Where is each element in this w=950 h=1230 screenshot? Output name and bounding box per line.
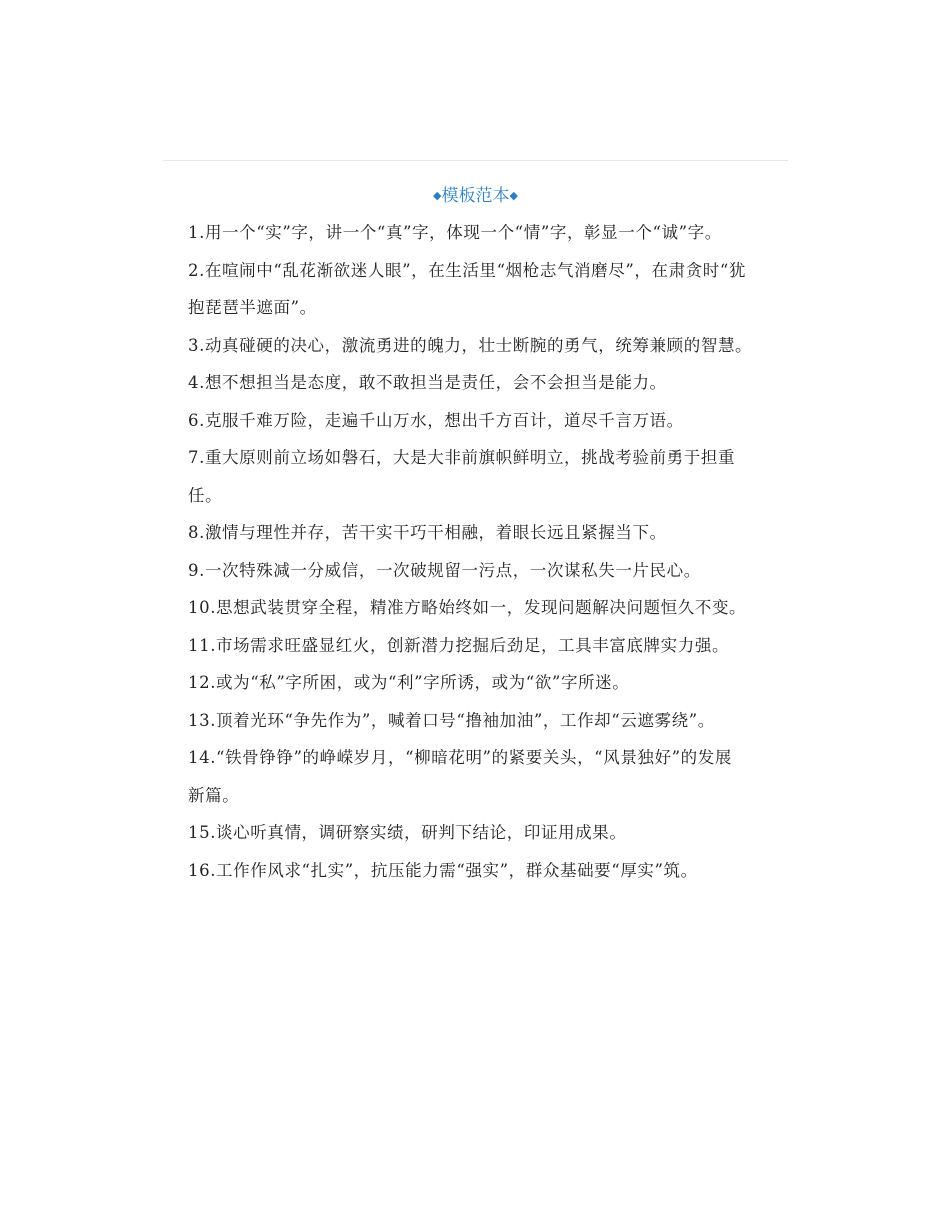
diamond-right-icon: ◆	[509, 189, 518, 202]
list-item: 9.一次特殊减一分威信，一次破规留一污点，一次谋私失一片民心。	[188, 560, 701, 580]
section-heading	[163, 184, 788, 208]
list-item: 6.克服千难万险，走遍千山万水，想出千方百计，道尽千言万语。	[188, 410, 684, 430]
list-item: 3.动真碰硬的决心，激流勇进的魄力，壮士断腕的勇气，统筹兼顾的智慧。	[188, 335, 753, 355]
list-item: 11.市场需求旺盛显红火，创新潜力挖掘后劲足，工具丰富底牌实力强。	[188, 635, 730, 655]
list-item: 13.顶着光环“争先作为”，喊着口号“撸袖加油”，工作却“云遮雾绕”。	[188, 710, 715, 730]
diamond-left-icon: ◆	[433, 189, 442, 202]
list-item: 14.“铁骨铮铮”的峥嵘岁月，“柳暗花明”的紧要关头，“风景独好”的发展新篇。	[188, 748, 732, 805]
list-item: 10.思想武装贯穿全程，精准方略始终如一，发现问题解决问题恒久不变。	[188, 598, 747, 617]
list-item: 4.想不想担当是态度，敢不敢担当是责任，会不会担当是能力。	[188, 373, 667, 392]
content-list	[188, 214, 762, 889]
list-item: 15.谈心听真情，调研察实绩，研判下结论，印证用成果。	[188, 823, 627, 842]
list-item: 2.在喧闹中“乱花渐欲迷人眼”，在生活里“烟枪志气消磨尽”，在肃贪时“犹抱琵琶半遮面”。	[188, 260, 747, 317]
list-item: 16.工作作风求“扎实”，抗压能力需“强实”，群众基础要“厚实”筑。	[188, 860, 698, 880]
list-item: 8.激情与理性并存，苦干实干巧干相融，着眼长远且紧握当下。	[188, 523, 667, 542]
list-item: 7.重大原则前立场如磐石，大是大非前旗帜鲜明立，挑战考验前勇于担重任。	[188, 448, 736, 505]
heading-text: 模板范本	[441, 186, 510, 206]
list-item: 1.用一个“实”字，讲一个“真”字，体现一个“情”字，彰显一个“诚”字。	[188, 223, 722, 242]
header-divider	[163, 160, 788, 161]
list-item: 12.或为“私”字所困，或为“利”字所诱，或为“欲”字所迷。	[188, 673, 630, 692]
